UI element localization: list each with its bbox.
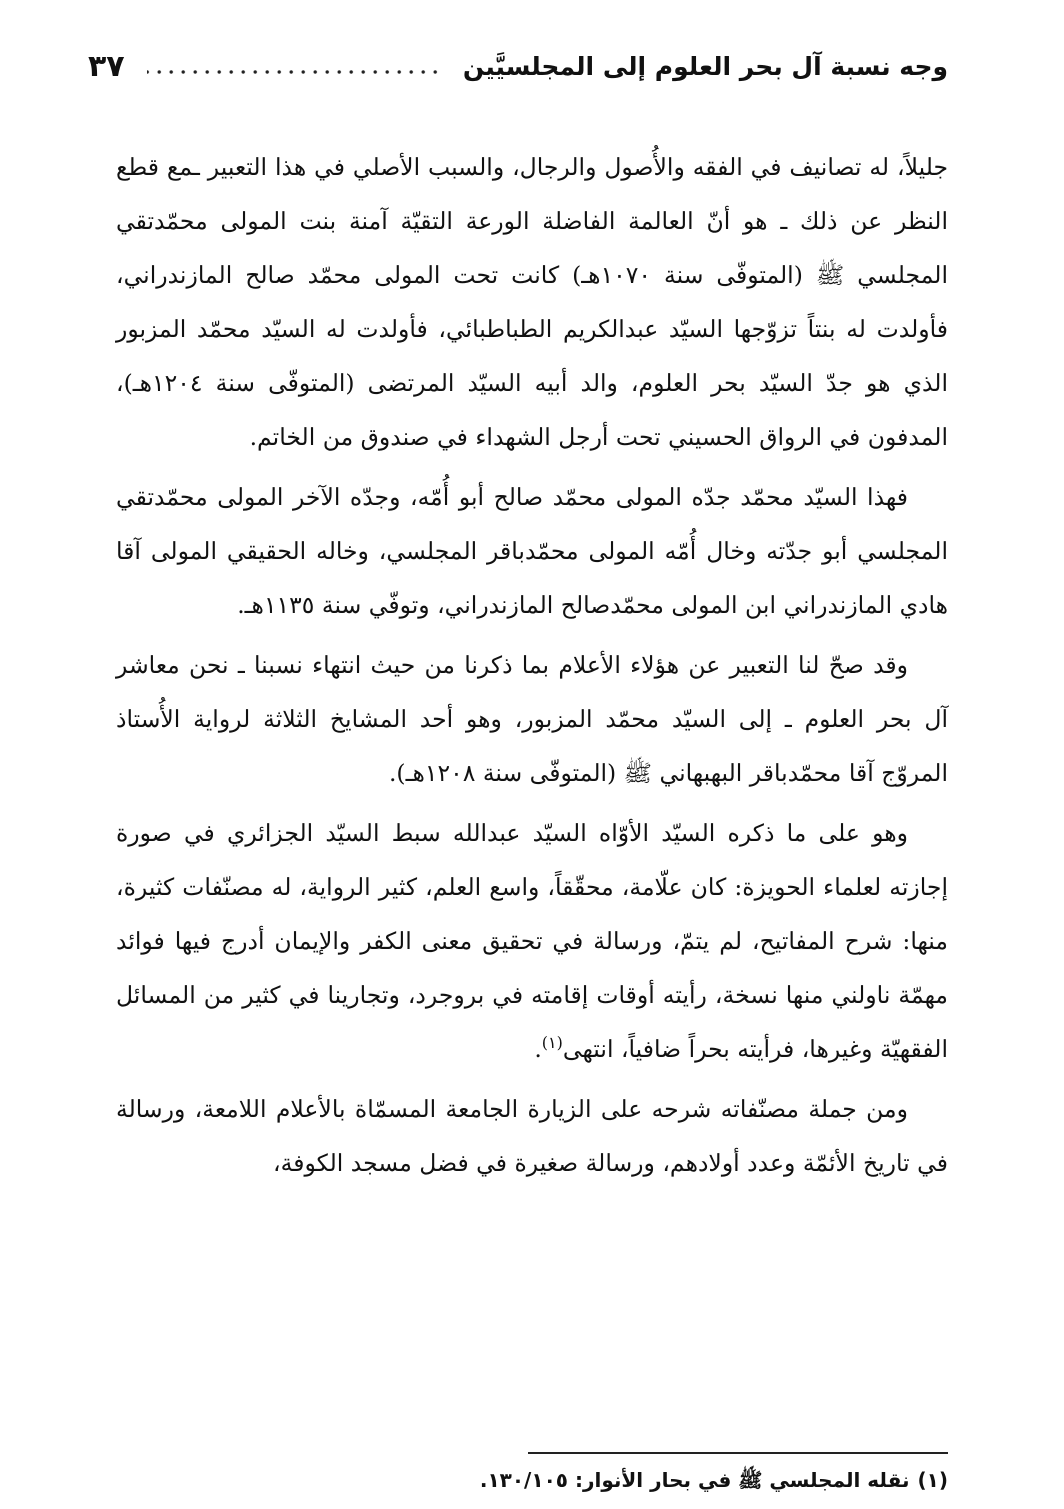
- footnote-mark: (١): [917, 1468, 948, 1492]
- footnote-reference[interactable]: (١): [541, 1033, 563, 1053]
- paragraph-2: فهذا السيّد محمّد جدّه المولى محمّد صالح أبو أُمّه، وجدّه الآخر المولى محمّدتقي المجلسي أبو جدّته وخال أُمّه المولى محمّدباقر المجلسي، وخاله الحقيقي المولى آقا هادي المازندراني ابن المولى محمّدصالح المازندراني، وتوفّي سنة ١١٣٥هـ.: [116, 483, 948, 619]
- paragraph-4-end: .: [534, 1035, 542, 1063]
- footnote-item: [116, 1463, 948, 1497]
- page-number: ٣٧: [88, 48, 125, 84]
- running-header-title: وجه نسبة آل بحر العلوم إلى المجلسيَّين: [462, 51, 948, 81]
- leader-dots: [147, 70, 441, 74]
- footnote-text: نقله المجلسي ﷺ في بحار الأنوار: ١٣٠/١٠٥.: [479, 1468, 910, 1492]
- paragraph-4: [116, 806, 948, 1076]
- footnotes: [116, 1463, 948, 1497]
- paragraph-5: ومن جملة مصنّفاته شرحه على الزيارة الجامعة المسمّاة بالأعلام اللامعة، ورسالة في تاريخ الأئمّة وعدد أولادهم، ورسالة صغيرة في فضل مسجد الكوفة،: [116, 1095, 948, 1177]
- paragraph-1: جليلاً، له تصانيف في الفقه والأُصول والرجال، والسبب الأصلي في هذا التعبير ـمع قطع النظر عن ذلك ـ هو أنّ العالمة الفاضلة الورعة التقيّة آمنة بنت المولى محمّدتقي المجلسي ﷺ (المتوفّى سنة ١٠٧٠هـ) كانت تحت المولى محمّد صالح المازندراني، فأولدت له بنتاً تزوّجها السيّد عبدالكريم الطباطبائي، فأولدت له السيّد محمّد المزبور الذي هو جدّ السيّد بحر العلوم، والد أبيه السيّد المرتضى (المتوفّى سنة ١٢٠٤هـ)، المدفون في الرواق الحسيني تحت أرجل الشهداء في صندوق من الخاتم.: [116, 153, 948, 451]
- footnote-divider: [528, 1452, 948, 1454]
- paragraph-3: وقد صحّ لنا التعبير عن هؤلاء الأعلام بما ذكرنا من حيث انتهاء نسبنا ـ نحن معاشر آل بحر العلوم ـ إلى السيّد محمّد المزبور، وهو أحد المشايخ الثلاثة لرواية الأُستاذ المروّج آقا محمّدباقر البهبهاني ﷺ (المتوفّى سنة ١٢٠٨هـ).: [116, 651, 948, 787]
- running-header: [88, 38, 948, 94]
- main-text: [116, 140, 948, 1196]
- paragraph-4-text: وهو على ما ذكره السيّد الأوّاه السيّد عبدالله سبط السيّد الجزائري في صورة إجازته لعلماء الحويزة: كان علّامة، محقّقاً، واسع العلم، كثير الرواية، له مصنّفات كثيرة، منها: شرح المفاتيح، لم يتمّ، ورسالة في تحقيق معنى الكفر والإيمان أدرج فيها فوائد مهمّة ناولني منها نسخة، رأيته أوقات إقامته في بروجرد، وتجارينا في كثير من المسائل الفقهيّة وغيرها، فرأيته بحراً ضافياً، انتهى: [116, 819, 948, 1063]
